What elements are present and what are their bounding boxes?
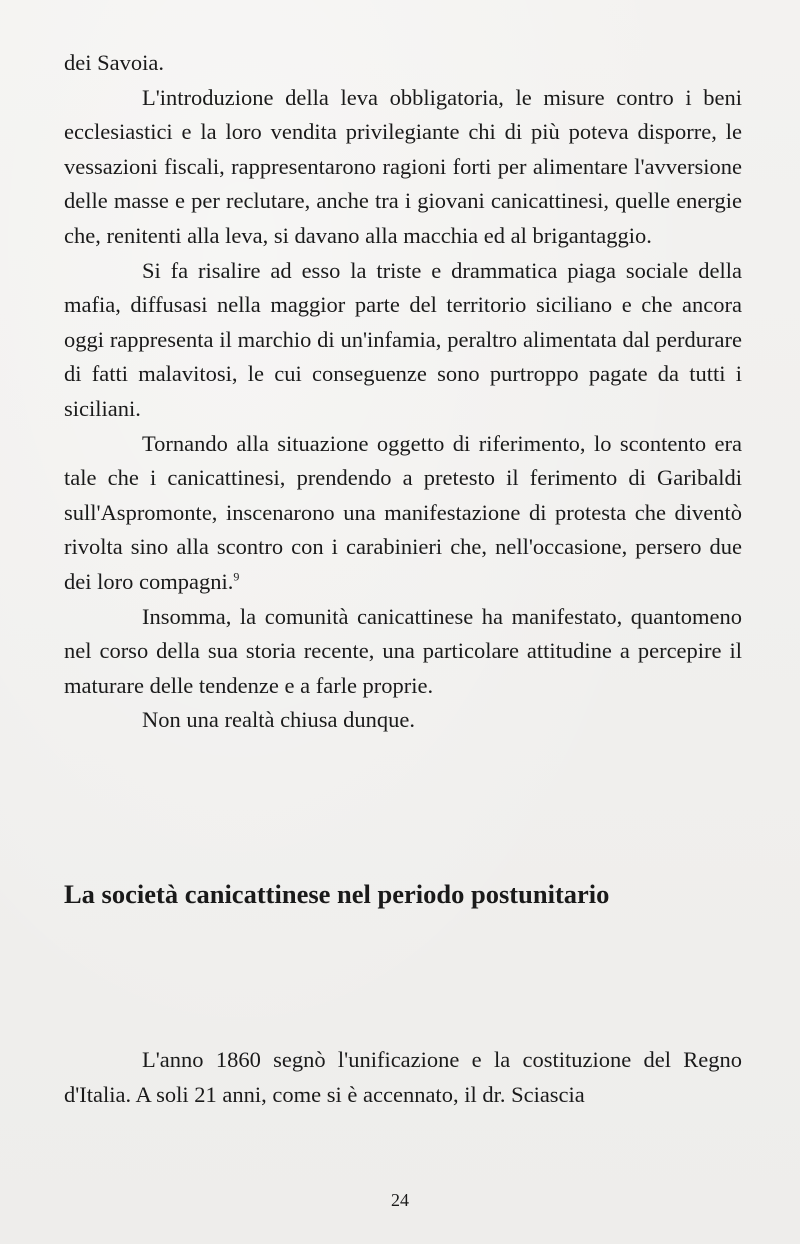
body-text <box>64 46 742 738</box>
footnote-marker: 9 <box>233 569 240 584</box>
section-body-text <box>64 1043 742 1112</box>
paragraph: L'introduzione della leva obbligatoria, le misure contro i beni ecclesiastici e la loro vendita privilegiante chi di più poteva disporre, le vessazioni fiscali, rappresentarono ragioni forti per alimentare l'avversione delle masse e per reclutare, anche tra i giovani canicattinesi, quelle energie che, renitenti alla leva, si davano alla macchia ed al brigantaggio. <box>64 84 742 248</box>
page-number: 24 <box>391 1190 409 1210</box>
paragraph: Si fa risalire ad esso la triste e drammatica piaga sociale della mafia, diffusasi nella maggior parte del territorio siciliano e che ancora oggi rappresenta il marchio di un'infamia, peraltro alimentata dal perdurare di fatti malavitosi, le cui conseguenze sono purtroppo pagate da tutti i siciliani. <box>64 257 742 421</box>
paragraph-text: Tornando alla situazione oggetto di riferimento, lo scontento era tale che i canicattinesi, prendendo a pretesto il ferimento di Garibaldi sull'Aspromonte, inscenarono una manifestazione di protesta che diventò rivolta sino alla scontro con i carabinieri che, nell'occasione, persero due dei loro compagni. <box>64 430 742 594</box>
paragraph <box>64 427 742 600</box>
paragraph: L'anno 1860 segnò l'unificazione e la costituzione del Regno d'Italia. A soli 21 anni, come si è accennato, il dr. Sciascia <box>64 1047 742 1107</box>
paragraph: dei Savoia. <box>64 50 164 75</box>
paragraph: Insomma, la comunità canicattinese ha manifestato, quantomeno nel corso della sua storia recente, una particolare attitudine a percepire il maturare delle tendenze e a farle proprie. <box>64 603 742 698</box>
section-heading: La società canicattinese nel periodo postunitario <box>64 879 610 909</box>
paragraph: Non una realtà chiusa dunque. <box>142 707 416 733</box>
